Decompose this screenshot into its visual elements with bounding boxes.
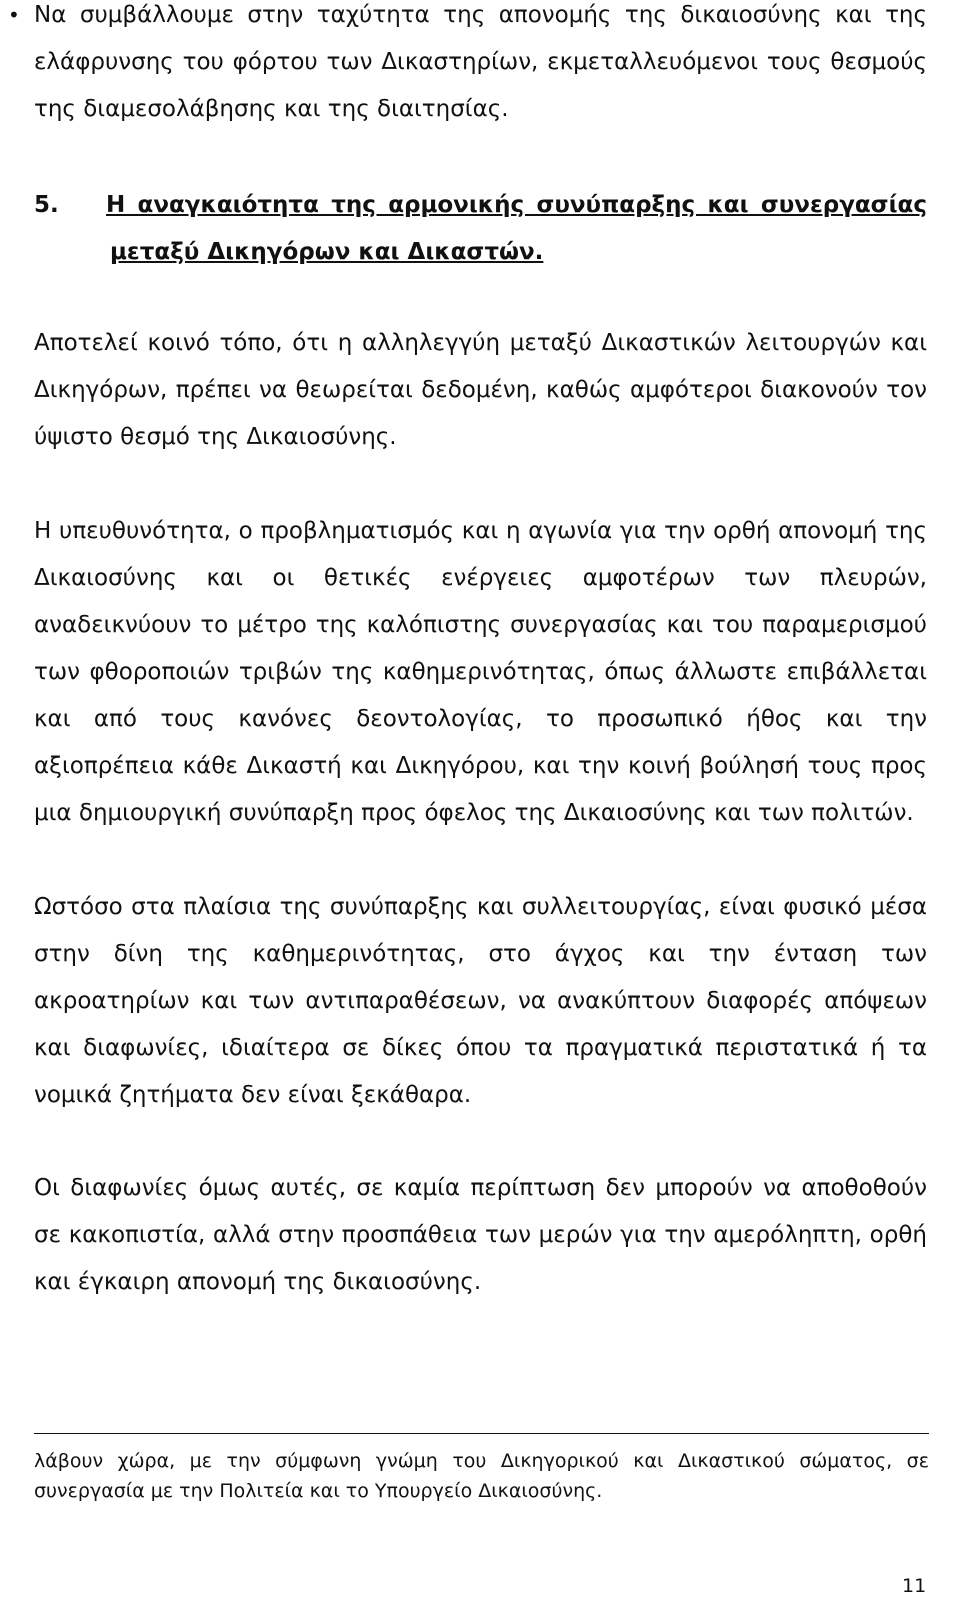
paragraph-4 xyxy=(34,1165,927,1306)
page-number: 11 xyxy=(902,1575,927,1597)
bullet-list-item xyxy=(8,0,927,133)
paragraph-3 xyxy=(34,884,927,1119)
paragraph-1 xyxy=(34,320,927,461)
section-title-line-1: Η αναγκαιότητα της αρμονικής συνύπαρξης και συνεργασίας xyxy=(106,192,927,218)
section-title-line-2: μεταξύ Δικηγόρων και Δικαστών. xyxy=(110,239,544,265)
paragraph-text: Οι διαφωνίες όμως αυτές, σε καμία περίπτωση δεν μπορούν να αποθοθούν σε κακοπιστία, αλλά στην προσπάθεια των μερών για την αμερόληπτη, ορθή και έγκαιρη απονομή της δικαιοσύνης. xyxy=(34,1175,927,1295)
paragraph-text: Ωστόσο στα πλαίσια της συνύπαρξης και συλλειτουργίας, είναι φυσικό μέσα στην δίνη της καθημερινότητας, στο άγχος και την ένταση των ακροατηρίων και των αντιπαραθέσεων, να ανακύπτουν διαφορές απόψεων και διαφωνίες, ιδιαίτερα σε δίκες όπου τα πραγματικά περιστατικά ή τα νομικά ζητήματα δεν είναι ξεκάθαρα. xyxy=(34,894,927,1108)
paragraph-text: Η υπευθυνότητα, ο προβληματισμός και η αγωνία για την ορθή απονομή της Δικαιοσύνης και οι θετικές ενέργειες αμφοτέρων των πλευρών, αναδεικνύουν το μέτρο της καλόπιστης συνεργασίας και του παραμερισμού των φθοροποιών τριβών της καθημερινότητας, όπως άλλωστε επιβάλλεται και από τους κανόνες δεοντολογίας, το προσωπικό ήθος και την αξιοπρέπεια κάθε Δικαστή και Δικηγόρου, και την κοινή βούλησή τους προς μια δημιουργική συνύπαρξη προς όφελος της Δικαιοσύνης και των πολιτών. xyxy=(34,518,927,826)
bullet-text: Να συμβάλλουμε στην ταχύτητα της απονομής της δικαιοσύνης και της ελάφρυνσης του φόρτου των Δικαστηρίων, εκμεταλλευόμενοι τους θεσμούς της διαμεσολάβησης και της διαιτησίας. xyxy=(34,2,927,122)
paragraph-text: Αποτελεί κοινό τόπο, ότι η αλληλεγγύη μεταξύ Δικαστικών λειτουργών και Δικηγόρων, πρέπει να θεωρείται δεδομένη, καθώς αμφότεροι διακονούν τον ύψιστο θεσμό της Δικαιοσύνης. xyxy=(34,330,927,450)
section-heading xyxy=(34,182,927,276)
footnote-separator xyxy=(34,1433,929,1434)
footnote-text: λάβουν χώρα, με την σύμφωνη γνώμη του Δικηγορικού και Δικαστικού σώματος, σε συνεργασία με την Πολιτεία και το Υπουργείο Δικαιοσύνης. xyxy=(34,1450,929,1502)
paragraph-2 xyxy=(34,508,927,837)
bullet-icon: • xyxy=(8,3,20,27)
section-number: 5. xyxy=(34,192,59,218)
